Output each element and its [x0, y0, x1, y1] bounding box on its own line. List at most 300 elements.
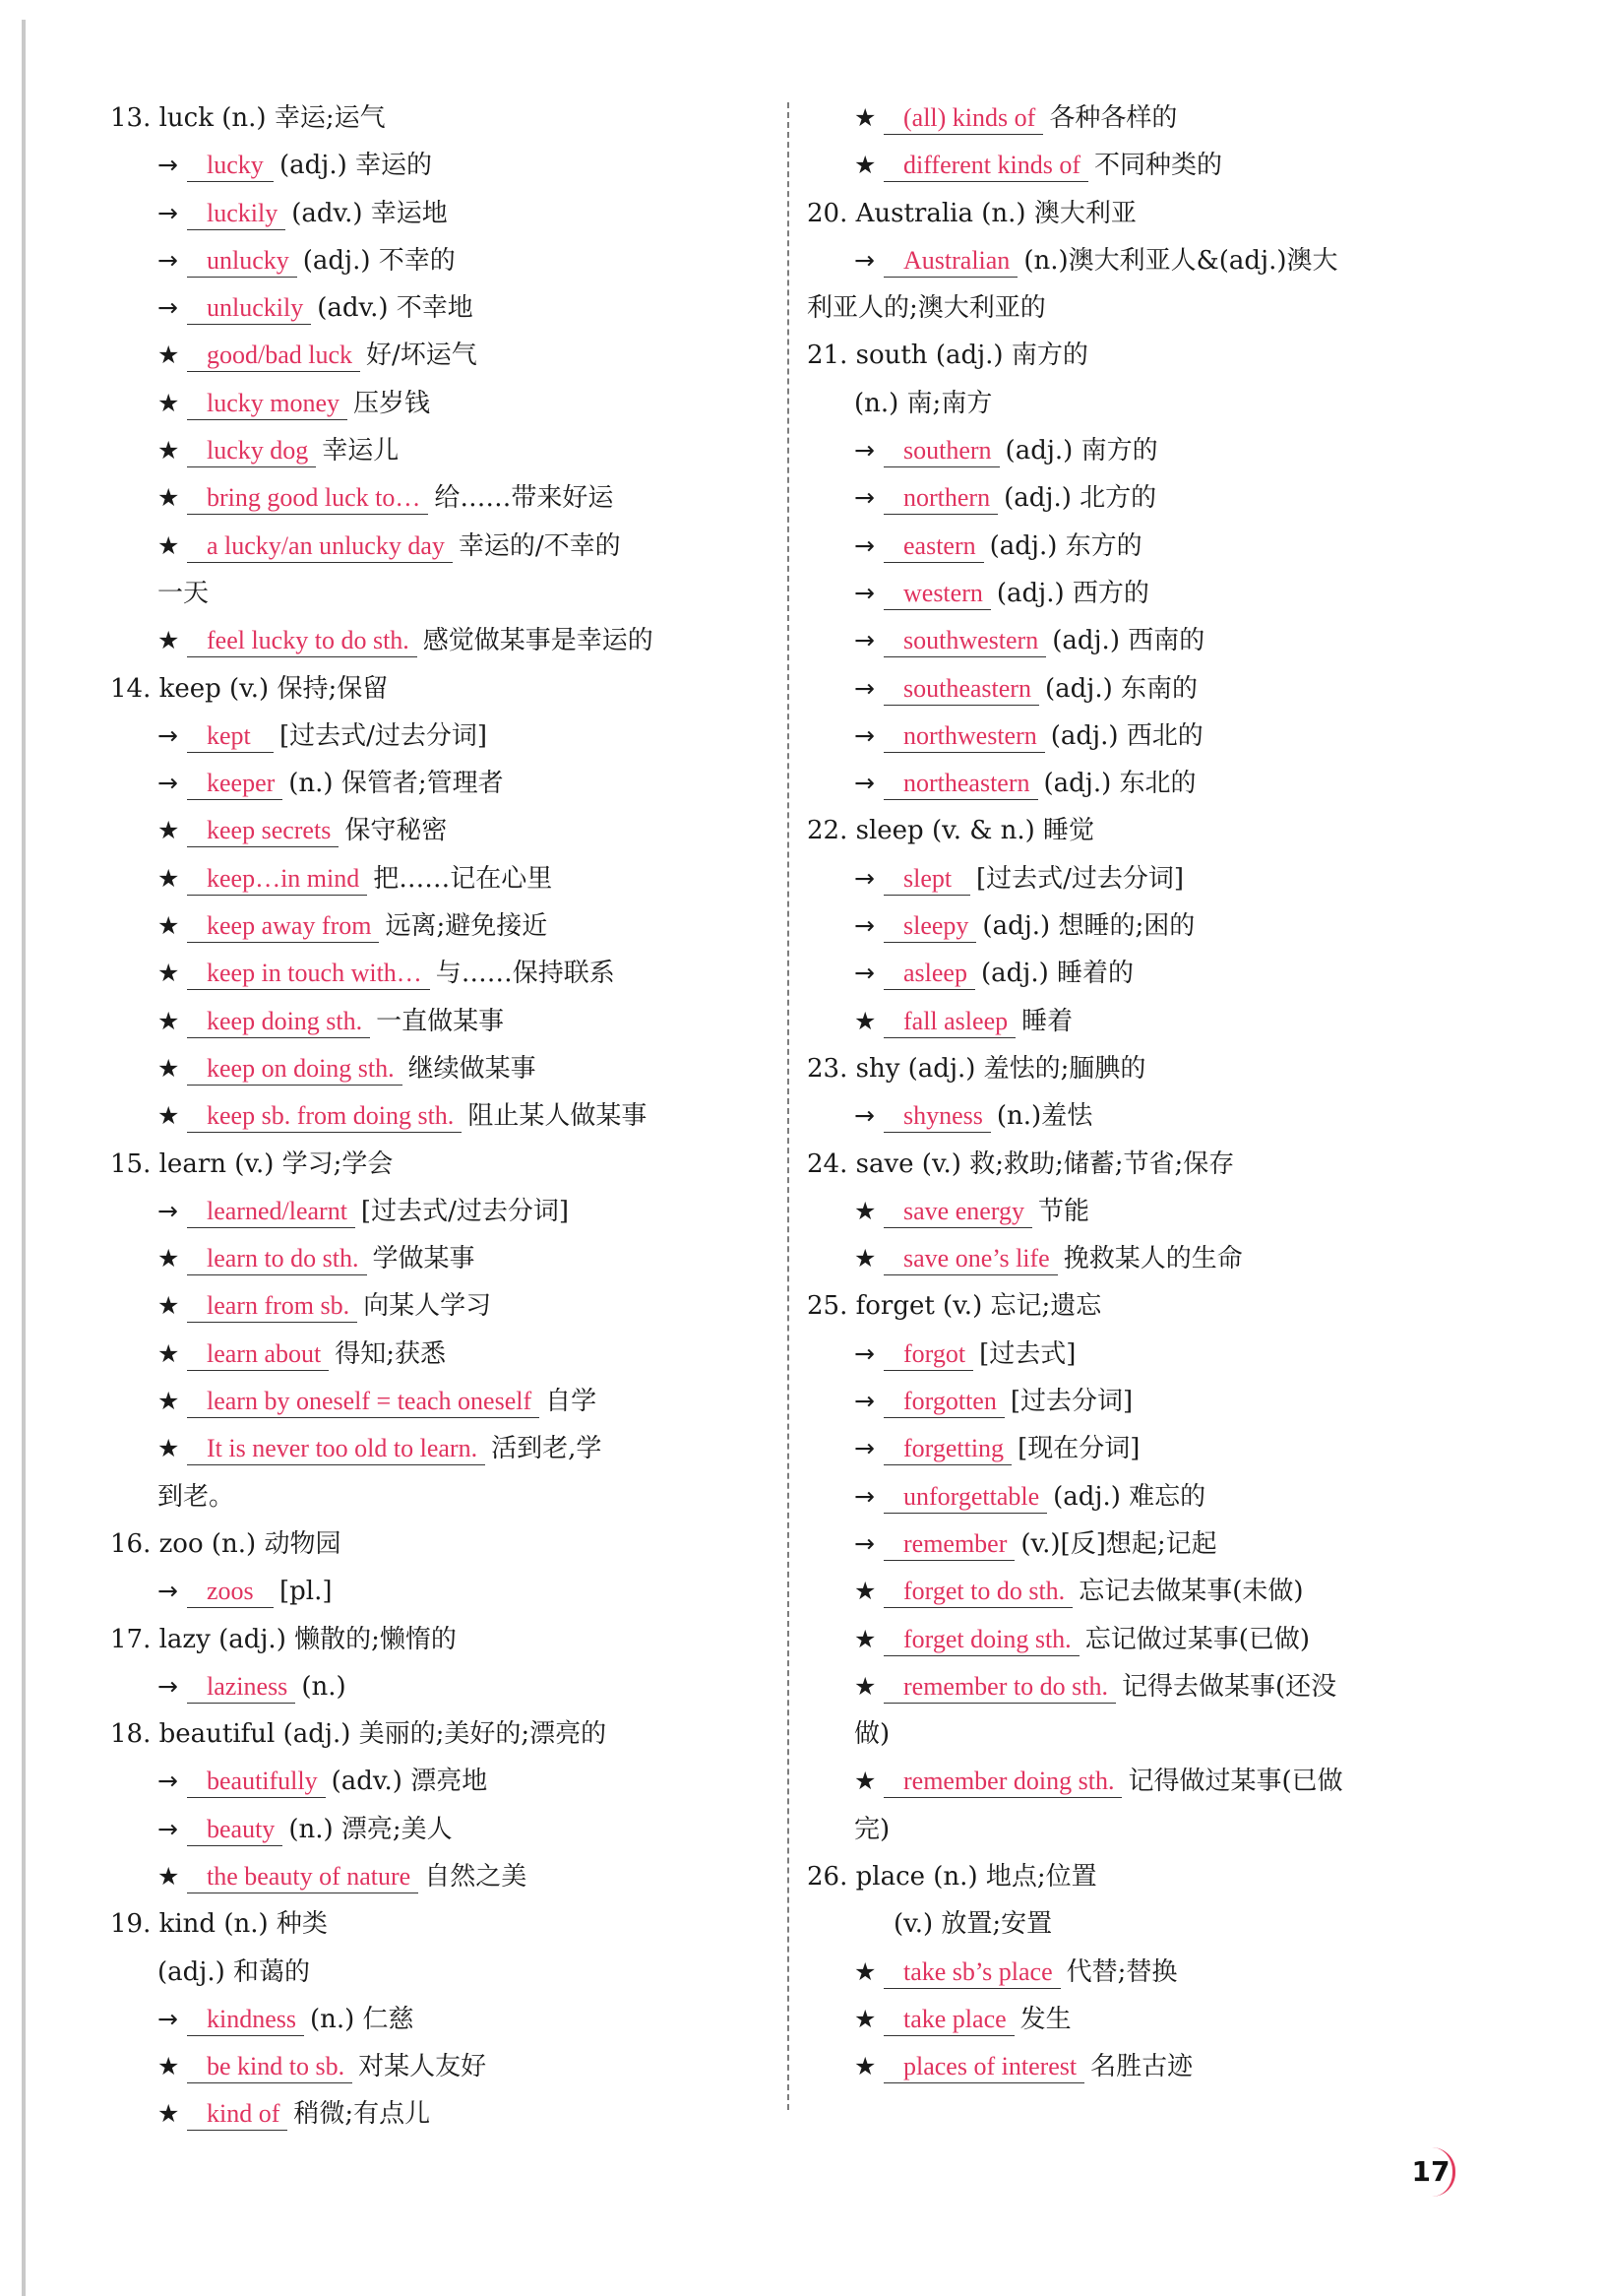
- gloss-text: 学做某事: [372, 1244, 475, 1274]
- continuation-line: [110, 570, 799, 617]
- gloss-text: 向某人学习: [363, 1291, 492, 1322]
- answer-blank: feel lucky to do sth.: [187, 625, 417, 657]
- answer-blank: asleep: [884, 958, 975, 990]
- gloss-text: 给……带来好运: [434, 483, 614, 514]
- phrase-item: [807, 998, 1496, 1045]
- gloss-text: (adj.) 西北的: [1050, 720, 1204, 751]
- continuation-line: [807, 1710, 1496, 1758]
- derivative-item: [807, 1331, 1496, 1378]
- derivative-item: [110, 1568, 799, 1615]
- phrase-item: [807, 1663, 1496, 1710]
- left-column: [110, 94, 799, 2139]
- gloss-text: 做): [854, 1719, 891, 1750]
- star-icon: ★: [157, 863, 180, 893]
- star-icon: ★: [854, 2004, 877, 2033]
- derivative-item: [110, 237, 799, 284]
- phrase-item: [807, 1758, 1496, 1805]
- arrow-icon: →: [157, 769, 178, 798]
- gloss-text: (n.) 南;南方: [854, 388, 993, 418]
- arrow-icon: →: [854, 578, 875, 607]
- phrase-item: [110, 998, 799, 1045]
- gloss-text: 自然之美: [424, 1861, 527, 1892]
- derivative-item: [110, 760, 799, 807]
- star-icon: ★: [854, 1244, 877, 1273]
- entry-heading-text: 22. sleep (v. & n.) 睡觉: [807, 816, 1095, 846]
- gloss-text: (n.)羞怯: [996, 1101, 1093, 1132]
- answer-blank: save one’s life: [884, 1243, 1058, 1275]
- gloss-text: (n.) 漂亮;美人: [288, 1814, 453, 1844]
- gloss-text: (adj.) 南方的: [1005, 436, 1158, 466]
- continuation-line: [807, 380, 1496, 427]
- arrow-icon: →: [854, 1528, 875, 1558]
- star-icon: ★: [854, 1956, 877, 1986]
- star-icon: ★: [157, 1053, 180, 1083]
- phrase-item: [110, 617, 799, 664]
- answer-blank: a lucky/an unlucky day: [187, 530, 453, 563]
- derivative-item: [110, 142, 799, 189]
- answer-blank: keep secrets: [187, 815, 339, 847]
- star-icon: ★: [157, 959, 180, 988]
- arrow-icon: →: [854, 483, 875, 513]
- star-icon: ★: [157, 626, 180, 655]
- arrow-icon: →: [157, 1814, 178, 1843]
- gloss-text: [过去式/过去分词]: [279, 720, 488, 751]
- gloss-text: 感觉做某事是幸运的: [422, 626, 653, 656]
- derivative-item: [807, 617, 1496, 664]
- gloss-text: 对某人友好: [358, 2052, 487, 2082]
- gloss-text: [过去式]: [979, 1338, 1077, 1369]
- continuation-line: [110, 1473, 799, 1520]
- star-icon: ★: [157, 2052, 180, 2081]
- answer-blank: shyness: [884, 1100, 991, 1133]
- star-icon: ★: [157, 483, 180, 513]
- phrase-item: [110, 1092, 799, 1140]
- phrase-item: [110, 902, 799, 950]
- gloss-text: [过去式/过去分词]: [976, 863, 1185, 894]
- derivative-item: [110, 190, 799, 237]
- star-icon: ★: [854, 1196, 877, 1225]
- phrase-item: [110, 1378, 799, 1425]
- star-icon: ★: [157, 436, 180, 465]
- entry-heading-text: 21. south (adj.) 南方的: [807, 341, 1088, 371]
- answer-blank: keep in touch with…: [187, 958, 430, 990]
- gloss-text: 睡着: [1021, 1006, 1074, 1036]
- answer-blank: southern: [884, 435, 1000, 467]
- answer-blank: places of interest: [884, 2051, 1084, 2083]
- phrase-item: [807, 2043, 1496, 2090]
- star-icon: ★: [157, 1244, 180, 1273]
- answer-blank: kindness: [187, 2004, 304, 2036]
- phrase-item: [110, 332, 799, 379]
- answer-blank: zoos: [187, 1576, 274, 1608]
- page-edge: [22, 20, 26, 2296]
- derivative-item: [807, 665, 1496, 713]
- answer-blank: be kind to sb.: [187, 2051, 352, 2083]
- phrase-item: [110, 1045, 799, 1092]
- arrow-icon: →: [157, 2004, 178, 2033]
- arrow-icon: →: [854, 911, 875, 941]
- answer-blank: western: [884, 578, 991, 610]
- phrase-item: [110, 1282, 799, 1330]
- gloss-text: (n.) 仁慈: [310, 2004, 414, 2034]
- answer-blank: keep…in mind: [187, 863, 367, 896]
- derivative-item: [807, 427, 1496, 474]
- gloss-text: 与……保持联系: [435, 959, 615, 989]
- entry-heading-text: 14. keep (v.) 保持;保留: [110, 673, 389, 704]
- answer-blank: learn about: [187, 1338, 329, 1371]
- gloss-text: (n.) 保管者;管理者: [288, 769, 504, 799]
- arrow-icon: →: [157, 1196, 178, 1225]
- gloss-text: 代替;替换: [1066, 1956, 1178, 1987]
- entry-heading-text: 15. learn (v.) 学习;学会: [110, 1148, 394, 1179]
- gloss-text: (adj.) 幸运的: [279, 151, 433, 181]
- star-icon: ★: [157, 1387, 180, 1416]
- derivative-item: [807, 1378, 1496, 1425]
- phrase-item: [807, 1568, 1496, 1615]
- gloss-text: 幸运的/不幸的: [458, 530, 621, 561]
- answer-blank: Australian: [884, 245, 1018, 278]
- gloss-text: (adj.) 不幸的: [302, 245, 456, 276]
- answer-blank: keep on doing sth.: [187, 1053, 402, 1086]
- gloss-text: 幸运儿: [322, 436, 400, 466]
- star-icon: ★: [854, 1006, 877, 1035]
- arrow-icon: →: [157, 1767, 178, 1796]
- gloss-text: (v.) 放置;安置: [894, 1909, 1053, 1940]
- derivative-item: [807, 902, 1496, 950]
- answer-blank: forget doing sth.: [884, 1624, 1080, 1656]
- phrase-item: [110, 380, 799, 427]
- gloss-text: 好/坏运气: [366, 341, 477, 371]
- derivative-item: [807, 713, 1496, 760]
- arrow-icon: →: [854, 245, 875, 275]
- answer-blank: northwestern: [884, 720, 1045, 753]
- answer-blank: bring good luck to…: [187, 482, 428, 515]
- entry-heading-text: 16. zoo (n.) 动物园: [110, 1528, 341, 1559]
- answer-blank: learned/learnt: [187, 1196, 355, 1228]
- answer-blank: beauty: [187, 1814, 282, 1846]
- derivative-item: [110, 713, 799, 760]
- gloss-text: [过去式/过去分词]: [360, 1196, 569, 1226]
- entry-heading: [110, 94, 799, 142]
- arrow-icon: →: [854, 1387, 875, 1416]
- arrow-icon: →: [157, 1671, 178, 1701]
- gloss-text: 各种各样的: [1049, 103, 1178, 133]
- arrow-icon: →: [157, 720, 178, 750]
- entry-heading: [807, 1141, 1496, 1188]
- gloss-text: 完): [854, 1814, 891, 1844]
- entry-heading-text: 25. forget (v.) 忘记;遗忘: [807, 1291, 1102, 1322]
- answer-blank: keep sb. from doing sth.: [187, 1100, 462, 1133]
- answer-blank: laziness: [187, 1671, 295, 1704]
- arrow-icon: →: [854, 959, 875, 988]
- gloss-text: 压岁钱: [353, 388, 431, 418]
- derivative-item: [807, 855, 1496, 902]
- derivative-item: [110, 1758, 799, 1805]
- star-icon: ★: [157, 530, 180, 560]
- gloss-text: 稍微;有点儿: [293, 2099, 431, 2130]
- answer-blank: the beauty of nature: [187, 1861, 418, 1893]
- gloss-text: [过去分词]: [1010, 1387, 1134, 1417]
- phrase-item: [110, 523, 799, 570]
- arrow-icon: →: [854, 1338, 875, 1368]
- arrow-icon: →: [854, 769, 875, 798]
- gloss-text: (adj.) 难忘的: [1053, 1481, 1206, 1512]
- answer-blank: unluckily: [187, 292, 311, 325]
- phrase-item: [807, 1949, 1496, 1996]
- entry-heading: [807, 807, 1496, 854]
- answer-blank: sleepy: [884, 910, 976, 943]
- gloss-text: 把……记在心里: [373, 863, 553, 894]
- star-icon: ★: [157, 816, 180, 845]
- star-icon: ★: [854, 1671, 877, 1701]
- entry-heading: [110, 1616, 799, 1663]
- derivative-item: [807, 1473, 1496, 1520]
- answer-blank: forgot: [884, 1338, 973, 1371]
- answer-blank: unforgettable: [884, 1481, 1047, 1514]
- star-icon: ★: [157, 388, 180, 417]
- gloss-text: (adj.) 想睡的;困的: [982, 911, 1196, 942]
- answer-blank: take sb’s place: [884, 1956, 1061, 1989]
- arrow-icon: →: [854, 863, 875, 893]
- gloss-text: 记得去做某事(还没: [1121, 1671, 1337, 1702]
- gloss-text: (adj.) 西南的: [1052, 626, 1205, 656]
- gloss-text: (n.): [301, 1671, 346, 1702]
- answer-blank: keep doing sth.: [187, 1006, 370, 1038]
- derivative-item: [807, 1520, 1496, 1568]
- gloss-text: (adv.) 不幸地: [317, 293, 473, 324]
- answer-blank: good/bad luck: [187, 340, 360, 372]
- continuation-line: [807, 284, 1496, 332]
- entry-heading-text: 19. kind (n.) 种类: [110, 1909, 328, 1940]
- entry-heading: [110, 665, 799, 713]
- answer-blank: remember: [884, 1528, 1015, 1561]
- arrow-icon: →: [854, 626, 875, 655]
- answer-blank: southeastern: [884, 673, 1039, 706]
- entry-heading-text: 24. save (v.) 救;救助;储蓄;节省;保存: [807, 1148, 1235, 1179]
- answer-blank: keeper: [187, 768, 282, 800]
- answer-blank: luckily: [187, 198, 285, 230]
- entry-heading: [110, 1710, 799, 1758]
- star-icon: ★: [854, 151, 877, 180]
- right-column: [807, 94, 1496, 2090]
- gloss-text: 阻止某人做某事: [467, 1101, 648, 1132]
- gloss-text: 发生: [1019, 2004, 1072, 2034]
- entry-heading-text: 20. Australia (n.) 澳大利亚: [807, 198, 1137, 228]
- entry-heading-text: 23. shy (adj.) 羞怯的;腼腆的: [807, 1053, 1146, 1084]
- star-icon: ★: [854, 103, 877, 132]
- arrow-icon: →: [157, 198, 178, 227]
- star-icon: ★: [157, 1006, 180, 1035]
- arrow-icon: →: [854, 1101, 875, 1131]
- gloss-text: 忘记做过某事(已做): [1084, 1624, 1310, 1654]
- star-icon: ★: [854, 1624, 877, 1653]
- gloss-text: 节能: [1037, 1196, 1089, 1226]
- answer-blank: different kinds of: [884, 150, 1088, 182]
- derivative-item: [807, 237, 1496, 284]
- derivative-item: [110, 1188, 799, 1235]
- gloss-text: 活到老,学: [491, 1434, 602, 1464]
- gloss-text: 得知;获悉: [335, 1338, 446, 1369]
- answer-blank: northern: [884, 482, 998, 515]
- derivative-item: [110, 1806, 799, 1853]
- answer-blank: remember to do sth.: [884, 1671, 1116, 1704]
- answer-blank: forget to do sth.: [884, 1576, 1073, 1608]
- continuation-line: [807, 1806, 1496, 1853]
- derivative-item: [110, 1663, 799, 1710]
- gloss-text: 远离;避免接近: [385, 911, 548, 942]
- arrow-icon: →: [157, 1577, 178, 1606]
- gloss-text: 一直做某事: [376, 1006, 505, 1036]
- entry-heading: [807, 1282, 1496, 1330]
- star-icon: ★: [157, 1101, 180, 1131]
- answer-blank: learn from sb.: [187, 1290, 357, 1323]
- entry-heading-text: 17. lazy (adj.) 懒散的;懒惰的: [110, 1624, 457, 1654]
- answer-blank: kept: [187, 720, 274, 753]
- arrow-icon: →: [854, 436, 875, 465]
- gloss-text: (v.)[反]想起;记起: [1020, 1528, 1217, 1559]
- gloss-text: [现在分词]: [1018, 1434, 1141, 1464]
- arrow-icon: →: [854, 1481, 875, 1511]
- entry-heading-text: 26. place (n.) 地点;位置: [807, 1861, 1097, 1892]
- star-icon: ★: [854, 1767, 877, 1796]
- answer-blank: forgotten: [884, 1386, 1005, 1418]
- phrase-item: [110, 950, 799, 997]
- phrase-item: [807, 94, 1496, 142]
- gloss-text: (adj.) 东方的: [989, 530, 1142, 561]
- answer-blank: southwestern: [884, 625, 1046, 657]
- gloss-text: 到老。: [157, 1481, 235, 1512]
- answer-blank: lucky: [187, 150, 274, 182]
- entry-heading-text: 13. luck (n.) 幸运;运气: [110, 103, 386, 133]
- gloss-text: 记得做过某事(已做: [1128, 1767, 1343, 1797]
- answer-blank: take place: [884, 2004, 1015, 2036]
- derivative-item: [807, 760, 1496, 807]
- answer-blank: forgetting: [884, 1433, 1012, 1465]
- phrase-item: [110, 474, 799, 522]
- derivative-item: [110, 284, 799, 332]
- arrow-icon: →: [854, 1434, 875, 1463]
- phrase-item: [807, 1235, 1496, 1282]
- phrase-item: [807, 142, 1496, 189]
- phrase-item: [807, 1616, 1496, 1663]
- answer-blank: save energy: [884, 1196, 1032, 1228]
- answer-blank: northeastern: [884, 768, 1038, 800]
- answer-blank: slept: [884, 863, 970, 896]
- star-icon: ★: [157, 911, 180, 941]
- arrow-icon: →: [854, 720, 875, 750]
- gloss-text: [pl.]: [279, 1577, 333, 1607]
- answer-blank: learn by oneself = teach oneself: [187, 1386, 539, 1418]
- star-icon: ★: [157, 1338, 180, 1368]
- entry-heading: [807, 1045, 1496, 1092]
- star-icon: ★: [157, 1434, 180, 1463]
- answer-blank: unlucky: [187, 245, 297, 278]
- entry-heading: [110, 1520, 799, 1568]
- gloss-text: 继续做某事: [407, 1053, 536, 1084]
- gloss-text: (adj.) 西方的: [996, 578, 1149, 608]
- continuation-line: [807, 1900, 1496, 1948]
- gloss-text: 保守秘密: [344, 816, 448, 846]
- gloss-text: 不同种类的: [1094, 151, 1223, 181]
- gloss-text: 挽救某人的生命: [1063, 1244, 1243, 1274]
- entry-heading: [807, 190, 1496, 237]
- gloss-text: 名胜古迹: [1090, 2052, 1194, 2082]
- derivative-item: [807, 523, 1496, 570]
- answer-blank: learn to do sth.: [187, 1243, 367, 1275]
- answer-blank: kind of: [187, 2098, 287, 2131]
- phrase-item: [110, 855, 799, 902]
- gloss-text: 利亚人的;澳大利亚的: [807, 293, 1046, 324]
- answer-blank: keep away from: [187, 910, 379, 943]
- gloss-text: 忘记去做某事(未做): [1079, 1577, 1304, 1607]
- answer-blank: remember doing sth.: [884, 1766, 1122, 1798]
- answer-blank: eastern: [884, 530, 984, 563]
- gloss-text: (adj.) 睡着的: [980, 959, 1134, 989]
- continuation-line: [110, 1949, 799, 1996]
- arrow-icon: →: [854, 530, 875, 560]
- phrase-item: [110, 1331, 799, 1378]
- answer-blank: lucky dog: [187, 435, 316, 467]
- gloss-text: 一天: [157, 578, 210, 608]
- answer-blank: lucky money: [187, 388, 347, 420]
- gloss-text: 自学: [545, 1387, 597, 1417]
- phrase-item: [110, 427, 799, 474]
- derivative-item: [807, 1092, 1496, 1140]
- phrase-item: [110, 2090, 799, 2138]
- phrase-item: [110, 1425, 799, 1472]
- arrow-icon: →: [157, 293, 178, 323]
- gloss-text: (adj.) 和蔼的: [157, 1956, 311, 1987]
- phrase-item: [110, 807, 799, 854]
- gloss-text: (adj.) 东北的: [1043, 769, 1197, 799]
- entry-heading: [110, 1900, 799, 1948]
- page-number: 17: [1409, 2147, 1455, 2197]
- derivative-item: [807, 474, 1496, 522]
- star-icon: ★: [854, 2052, 877, 2081]
- entry-heading-text: 18. beautiful (adj.) 美丽的;美好的;漂亮的: [110, 1719, 607, 1750]
- answer-blank: It is never too old to learn.: [187, 1433, 485, 1465]
- entry-heading: [807, 332, 1496, 379]
- answer-blank: fall asleep: [884, 1006, 1016, 1038]
- answer-blank: beautifully: [187, 1766, 326, 1798]
- entry-heading: [807, 1853, 1496, 1900]
- gloss-text: (adj.) 东南的: [1044, 673, 1198, 704]
- phrase-item: [807, 1188, 1496, 1235]
- column-divider: [787, 102, 789, 2110]
- entry-heading: [110, 1141, 799, 1188]
- phrase-item: [807, 1996, 1496, 2043]
- phrase-item: [110, 1853, 799, 1900]
- derivative-item: [807, 950, 1496, 997]
- gloss-text: (adv.) 漂亮地: [331, 1767, 488, 1797]
- star-icon: ★: [157, 1291, 180, 1321]
- arrow-icon: →: [157, 245, 178, 275]
- phrase-item: [110, 2043, 799, 2090]
- gloss-text: (n.)澳大利亚人&(adj.)澳大: [1023, 245, 1338, 276]
- derivative-item: [807, 570, 1496, 617]
- answer-blank: (all) kinds of: [884, 102, 1043, 135]
- star-icon: ★: [157, 1861, 180, 1891]
- star-icon: ★: [854, 1577, 877, 1606]
- phrase-item: [110, 1235, 799, 1282]
- gloss-text: (adv.) 幸运地: [291, 198, 448, 228]
- arrow-icon: →: [157, 151, 178, 180]
- derivative-item: [110, 1996, 799, 2043]
- arrow-icon: →: [854, 673, 875, 703]
- gloss-text: (adj.) 北方的: [1004, 483, 1157, 514]
- star-icon: ★: [157, 2099, 180, 2129]
- star-icon: ★: [157, 341, 180, 370]
